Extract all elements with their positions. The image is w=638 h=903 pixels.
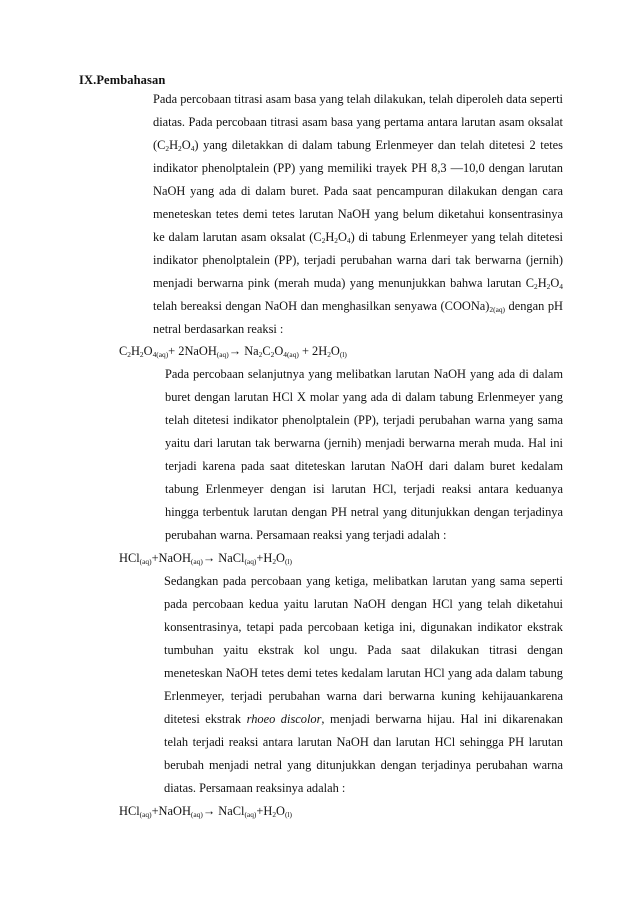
- reaction-equation-oxalic: $C_2H_2O_{4(aq)}+$ 2NaOH$_{(aq)}$→ $Na_2C_2O_{4(aq)} + 2H_2O_{(l)}$: [119, 344, 347, 360]
- discussion-body: [119, 88, 563, 823]
- reaction-equation-hcl-2: HCl$_{(aq)}$+NaOH$_{(aq)}$→ $NaCl_{(aq)}+H_2O_{(l)}$: [119, 803, 292, 819]
- section-heading: IX.Pembahasan: [79, 73, 166, 87]
- paragraph-first-titration: Pada percobaan titrasi asam basa yang telah dilakukan, telah diperoleh data seperti diatas. Pada percobaan titrasi asam basa yang pertama antara larutan asam oksalat $(C_2H_2O_4)$ yang diletakkan di dalam tabung Erlenmeyer dan telah ditetesi 2 tetes indikator phenolptalein (PP) yang memiliki trayek PH 8,3 —10,0 dengan larutan NaOH yang ada di dalam buret. Pada saat pencampuran dilakukan dengan cara meneteskan tetes demi tetes larutan NaOH yang belum diketahui konsentrasinya ke dalam larutan asam oksalat $(C_2H_2O_4)$ di tabung Erlenmeyer yang telah ditetesi indikator phenolptalein (PP), terjadi perubahan warna dari tak berwarna (jernih) menjadi berwarna pink (merah muda) yang menunjukkan bahwa larutan $C_2H_2O_4$ telah bereaksi dengan NaOH dan menghasilkan senyawa $(COONa)_{2(aq)}$ dengan pH netral berdasarkan reaksi :: [153, 92, 563, 336]
- paragraph-third-titration: Sedangkan pada percobaan yang ketiga, melibatkan larutan yang sama seperti pada percobaan kedua yaitu larutan NaOH dengan HCl yang telah diketahui konsentrasinya, tetapi pada percobaan ketiga ini, digunakan indikator ekstrak tumbuhan yaitu ekstrak kol ungu. Pada saat dilakukan titrasi dengan meneteskan NaOH tetes demi tetes kedalam larutan HCl yang ada dalam tabung Erlenmeyer, terjadi perubahan warna dari berwarna kuning kehijauankarena ditetesi ekstrak rhoeo discolor, menjadi berwarna hijau. Hal ini dikarenakan telah terjadi reaksi antara larutan NaOH dan larutan HCl sehingga PH larutan berubah menjadi netral yang ditunjukkan dengan terjadinya perubahan warna diatas. Persamaan reaksinya adalah :: [164, 574, 563, 795]
- reaction-equation-hcl-1: HCl$_{(aq)}$+NaOH$_{(aq)}$→ $NaCl_{(aq)}+H_2O_{(l)}$: [119, 551, 292, 567]
- paragraph-second-titration: Pada percobaan selanjutnya yang melibatkan larutan NaOH yang ada di dalam buret dengan larutan HCl X molar yang ada di dalam tabung Erlenmeyer yang telah ditetesi indikator phenolptalein (PP), terjadi perubahan warna yang sama yaitu dari larutan tak berwarna (jernih) menjadi berwarna merah muda. Hal ini terjadi karena pada saat diteteskan larutan NaOH dari dalam buret kedalam tabung Erlenmeyer dengan isi larutan HCl, terjadi reaksi antara keduanya hingga terbentuk larutan dengan PH netral yang ditunjukkan dengan terjadinya perubahan warna. Persamaan reaksi yang terjadi adalah :: [165, 367, 563, 543]
- species-name-italic: rhoeo discolor: [246, 711, 322, 726]
